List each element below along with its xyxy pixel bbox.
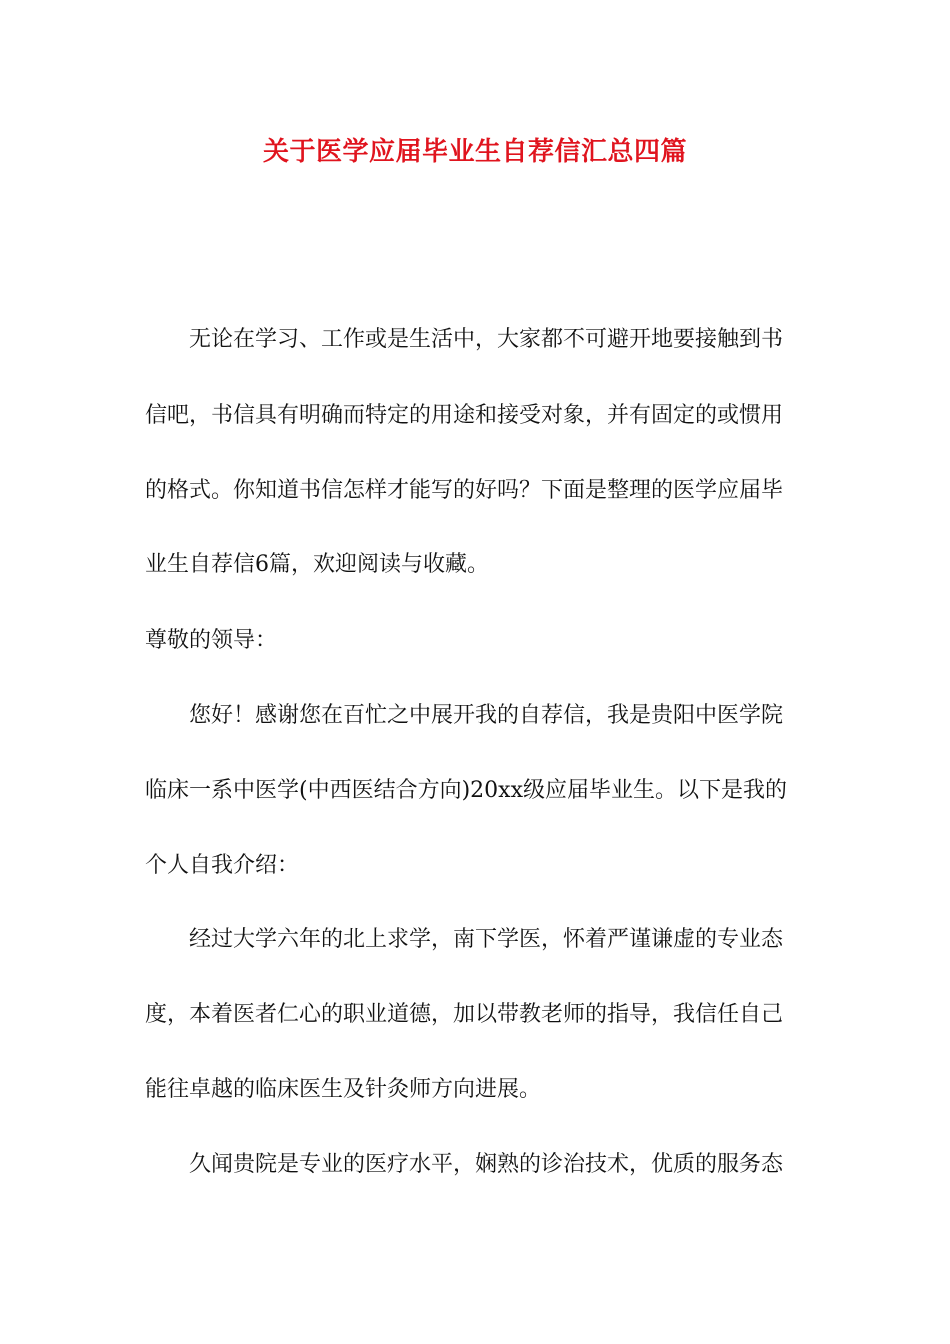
paragraph-line: 个人自我介绍： [145, 853, 300, 878]
paragraph-line: 您好！感谢您在百忙之中展开我的自荐信，我是贵阳中医学院 [189, 703, 784, 728]
paragraph-line: 无论在学习、工作或是生活中，大家都不可避开地要接触到书 [189, 327, 784, 352]
paragraph-line: 业生自荐信6篇，欢迎阅读与收藏。 [145, 552, 489, 577]
paragraph-line: 度，本着医者仁心的职业道德，加以带教老师的指导，我信任自己 [145, 1002, 784, 1027]
paragraph-line: 信吧，书信具有明确而特定的用途和接受对象，并有固定的或惯用 [145, 403, 784, 428]
paragraph-line: 的格式。你知道书信怎样才能写的好吗？下面是整理的医学应届毕 [145, 478, 784, 503]
salutation-line: 尊敬的领导： [145, 628, 278, 653]
paragraph-line: 能往卓越的临床医生及针灸师方向进展。 [145, 1077, 542, 1102]
paragraph-line: 经过大学六年的北上求学，南下学医，怀着严谨谦虚的专业态 [189, 927, 784, 952]
paragraph-line: 临床一系中医学(中西医结合方向)20xx级应届毕业生。以下是我的 [145, 778, 787, 803]
paragraph-line: 久闻贵院是专业的医疗水平，娴熟的诊治技术，优质的服务态 [189, 1152, 784, 1177]
document-title: 关于医学应届毕业生自荐信汇总四篇 [262, 137, 687, 167]
